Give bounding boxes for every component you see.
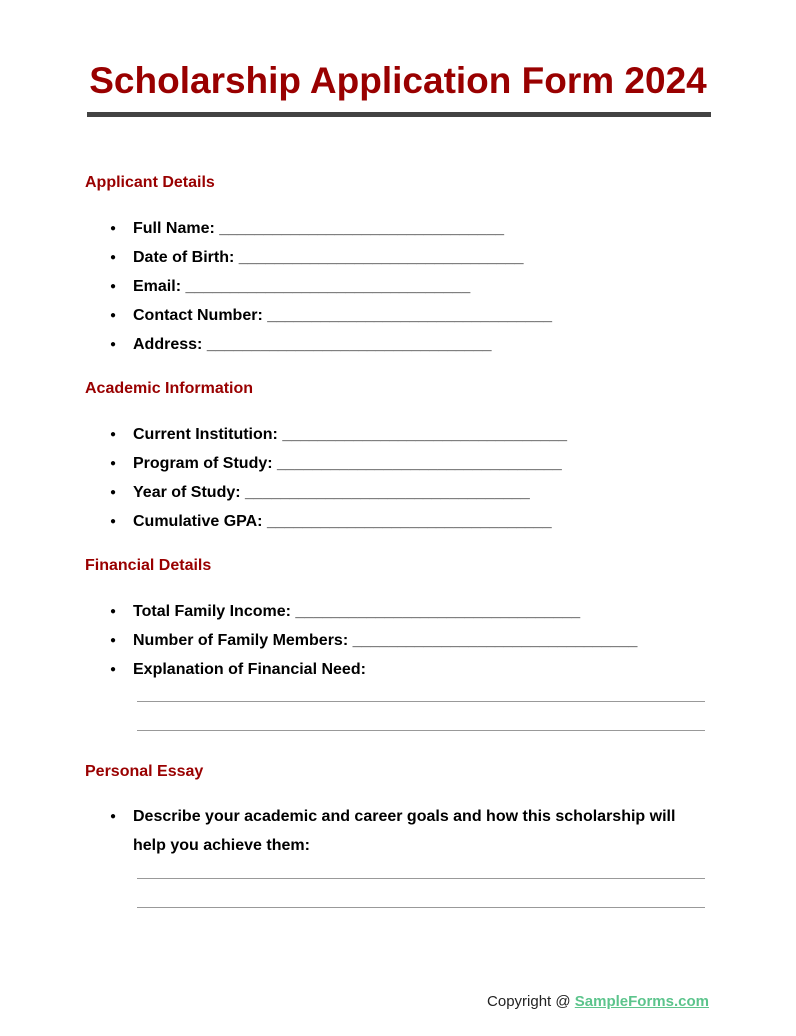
field-label: Program of Study: [133, 455, 273, 472]
section-heading-applicant: Applicant Details [85, 174, 215, 191]
field-total-family-income[interactable] [0, 602, 637, 631]
field-label: Year of Study: [133, 484, 241, 501]
essay-answer-line-1[interactable] [137, 878, 705, 879]
financial-fields-list [0, 602, 637, 689]
field-label: Cumulative GPA: [133, 513, 263, 530]
field-year-of-study[interactable] [0, 483, 567, 512]
field-essay-prompt [0, 802, 693, 860]
field-blank[interactable]: ________________________________ [352, 632, 638, 649]
field-blank[interactable]: ________________________________ [185, 278, 471, 295]
field-blank[interactable]: ________________________________ [245, 484, 530, 501]
field-email[interactable] [0, 277, 552, 306]
academic-fields-list [0, 425, 567, 541]
field-contact-number[interactable] [0, 306, 552, 335]
field-blank[interactable]: ________________________________ [282, 426, 568, 443]
field-blank[interactable]: ________________________________ [267, 307, 552, 324]
field-address[interactable] [0, 335, 552, 364]
section-heading-financial: Financial Details [85, 557, 212, 574]
field-date-of-birth[interactable] [0, 248, 552, 277]
section-heading-personal-essay: Personal Essay [85, 763, 204, 780]
field-blank[interactable]: ________________________________ [295, 603, 581, 620]
section-heading-academic: Academic Information [85, 380, 254, 397]
field-label: Current Institution: [133, 426, 278, 443]
field-label: Describe your academic and career goals and how this scholarship will help you achieve them: [133, 808, 676, 854]
field-program-of-study[interactable] [0, 454, 567, 483]
financial-need-answer-line-1[interactable] [137, 701, 705, 702]
field-label: Full Name: [133, 220, 215, 237]
copyright-text: Copyright @ [487, 993, 575, 1010]
field-current-institution[interactable] [0, 425, 567, 454]
essay-answer-line-2[interactable] [137, 907, 705, 908]
page-title: Scholarship Application Form 2024 [89, 60, 707, 101]
field-explanation-of-financial-need [0, 660, 637, 689]
field-label: Address: [133, 336, 203, 353]
field-label: Number of Family Members: [133, 632, 349, 649]
field-number-of-family-members[interactable] [0, 631, 637, 660]
field-blank[interactable]: ________________________________ [277, 455, 562, 472]
essay-fields-list [0, 802, 693, 860]
field-full-name[interactable] [0, 219, 552, 248]
field-label: Total Family Income: [133, 603, 291, 620]
field-blank[interactable]: ________________________________ [219, 220, 504, 237]
field-label: Email: [133, 278, 182, 295]
copyright-footer [487, 993, 709, 1010]
field-label: Date of Birth: [133, 249, 235, 266]
financial-need-answer-line-2[interactable] [137, 730, 705, 731]
field-blank[interactable]: ________________________________ [206, 336, 492, 353]
field-label: Contact Number: [133, 307, 263, 324]
brand-link[interactable]: SampleForms.com [574, 993, 709, 1010]
field-cumulative-gpa[interactable] [0, 512, 567, 541]
title-divider [87, 112, 711, 117]
field-label: Explanation of Financial Need: [133, 661, 366, 678]
field-blank[interactable]: ________________________________ [238, 249, 524, 266]
applicant-fields-list [0, 219, 552, 364]
field-blank[interactable]: ________________________________ [266, 513, 552, 530]
